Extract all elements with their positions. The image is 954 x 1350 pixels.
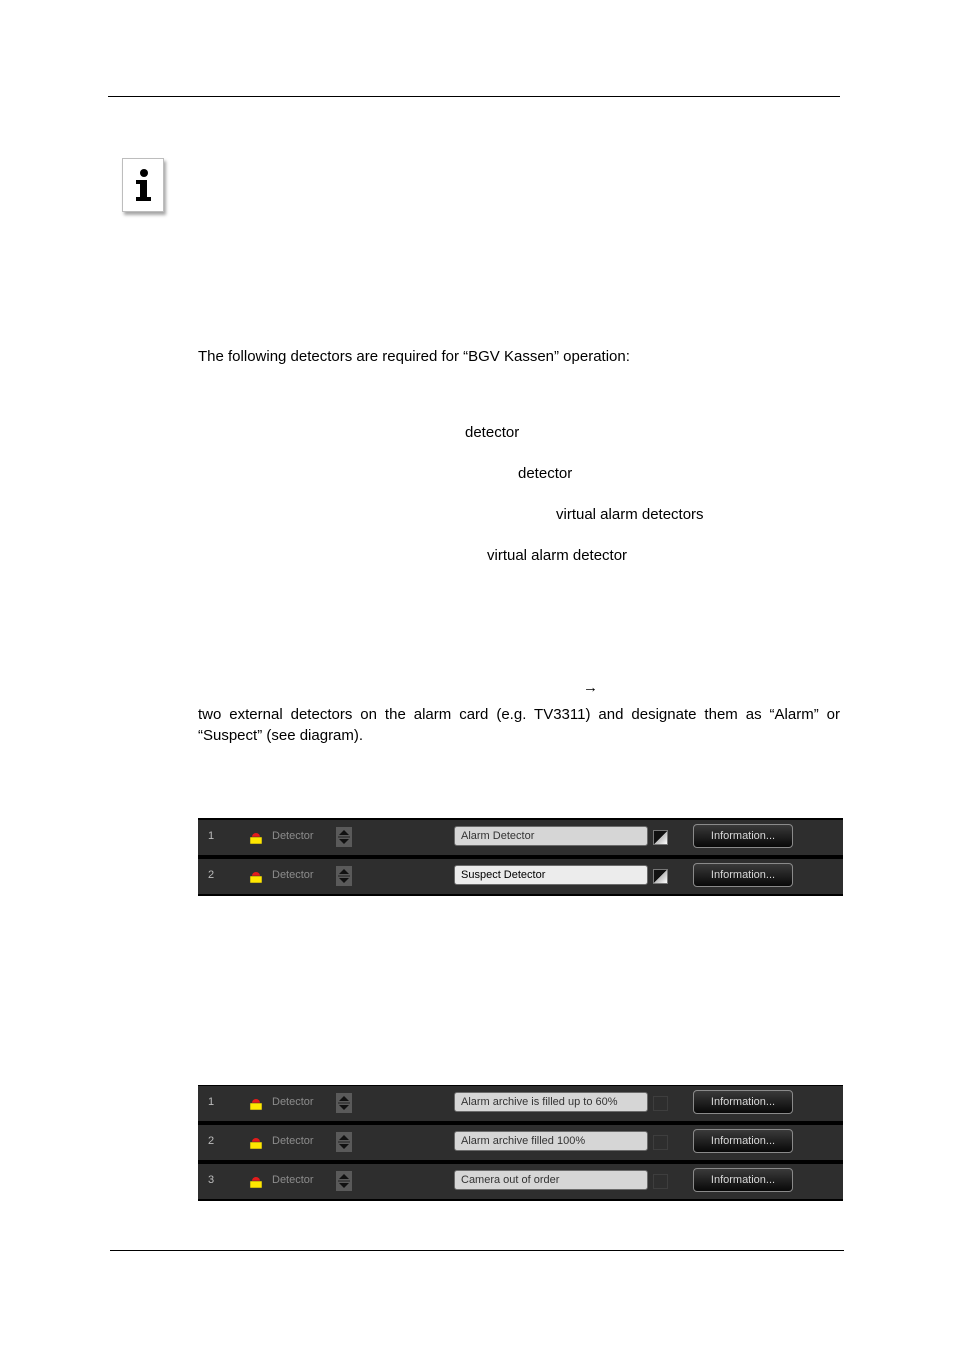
table-row [198, 1125, 843, 1160]
detector-checkbox[interactable] [653, 869, 668, 884]
row-number: 2 [208, 1135, 215, 1147]
detector-icon [249, 829, 263, 845]
arrow-right-icon: → [583, 679, 598, 696]
fragment-virtual-alarm-detectors: virtual alarm detectors [556, 506, 704, 523]
detector-name-field[interactable]: Alarm archive filled 100% [454, 1131, 648, 1151]
paragraph-line-1: two external detectors on the alarm card (e.g. TV3311) and designate them as “Alarm” or [198, 706, 840, 723]
information-button[interactable]: Information... [693, 863, 793, 887]
table-row [198, 859, 843, 894]
detector-icon [249, 868, 263, 884]
up-down-stepper-icon[interactable] [336, 866, 352, 886]
fragment-virtual-alarm-detector: virtual alarm detector [487, 547, 628, 564]
information-button[interactable]: Information... [693, 1129, 793, 1153]
header-rule [108, 96, 840, 97]
info-icon [122, 158, 164, 212]
up-down-stepper-icon[interactable] [336, 1093, 352, 1113]
up-down-stepper-icon[interactable] [336, 1171, 352, 1191]
fragment-detector-1: detector [465, 424, 520, 441]
table-row [198, 1164, 843, 1199]
fragment-detector-2: detector [518, 465, 573, 482]
detector-icon [249, 1173, 263, 1189]
detector-name-field[interactable]: Alarm Detector [454, 826, 648, 846]
detector-icon [249, 1134, 263, 1150]
detector-checkbox[interactable] [653, 1135, 668, 1150]
detector-label: Detector [272, 1174, 314, 1186]
detector-name-field[interactable]: Suspect Detector [454, 865, 648, 885]
information-button[interactable]: Information... [693, 824, 793, 848]
detector-name-field[interactable]: Camera out of order [454, 1170, 648, 1190]
up-down-stepper-icon[interactable] [336, 827, 352, 847]
detector-label: Detector [272, 830, 314, 842]
table-row [198, 820, 843, 855]
row-number: 1 [208, 830, 215, 842]
detector-name-field[interactable]: Alarm archive is filled up to 60% [454, 1092, 648, 1112]
intro-text: The following detectors are required for “BGV Kassen” operation: [198, 348, 630, 365]
information-button[interactable]: Information... [693, 1090, 793, 1114]
up-down-stepper-icon[interactable] [336, 1132, 352, 1152]
detector-table-2 [198, 1085, 843, 1201]
table-row [198, 1086, 843, 1121]
detector-label: Detector [272, 1135, 314, 1147]
detector-checkbox[interactable] [653, 1174, 668, 1189]
detector-label: Detector [272, 869, 314, 881]
row-number: 1 [208, 1096, 215, 1108]
detector-icon [249, 1095, 263, 1111]
information-button[interactable]: Information... [693, 1168, 793, 1192]
detector-label: Detector [272, 1096, 314, 1108]
detector-checkbox[interactable] [653, 1096, 668, 1111]
paragraph-line-2: “Suspect” (see diagram). [198, 727, 364, 744]
detector-checkbox[interactable] [653, 830, 668, 845]
footer-rule [110, 1250, 844, 1251]
row-number: 3 [208, 1174, 215, 1186]
detector-table-1 [198, 818, 843, 896]
row-number: 2 [208, 869, 215, 881]
